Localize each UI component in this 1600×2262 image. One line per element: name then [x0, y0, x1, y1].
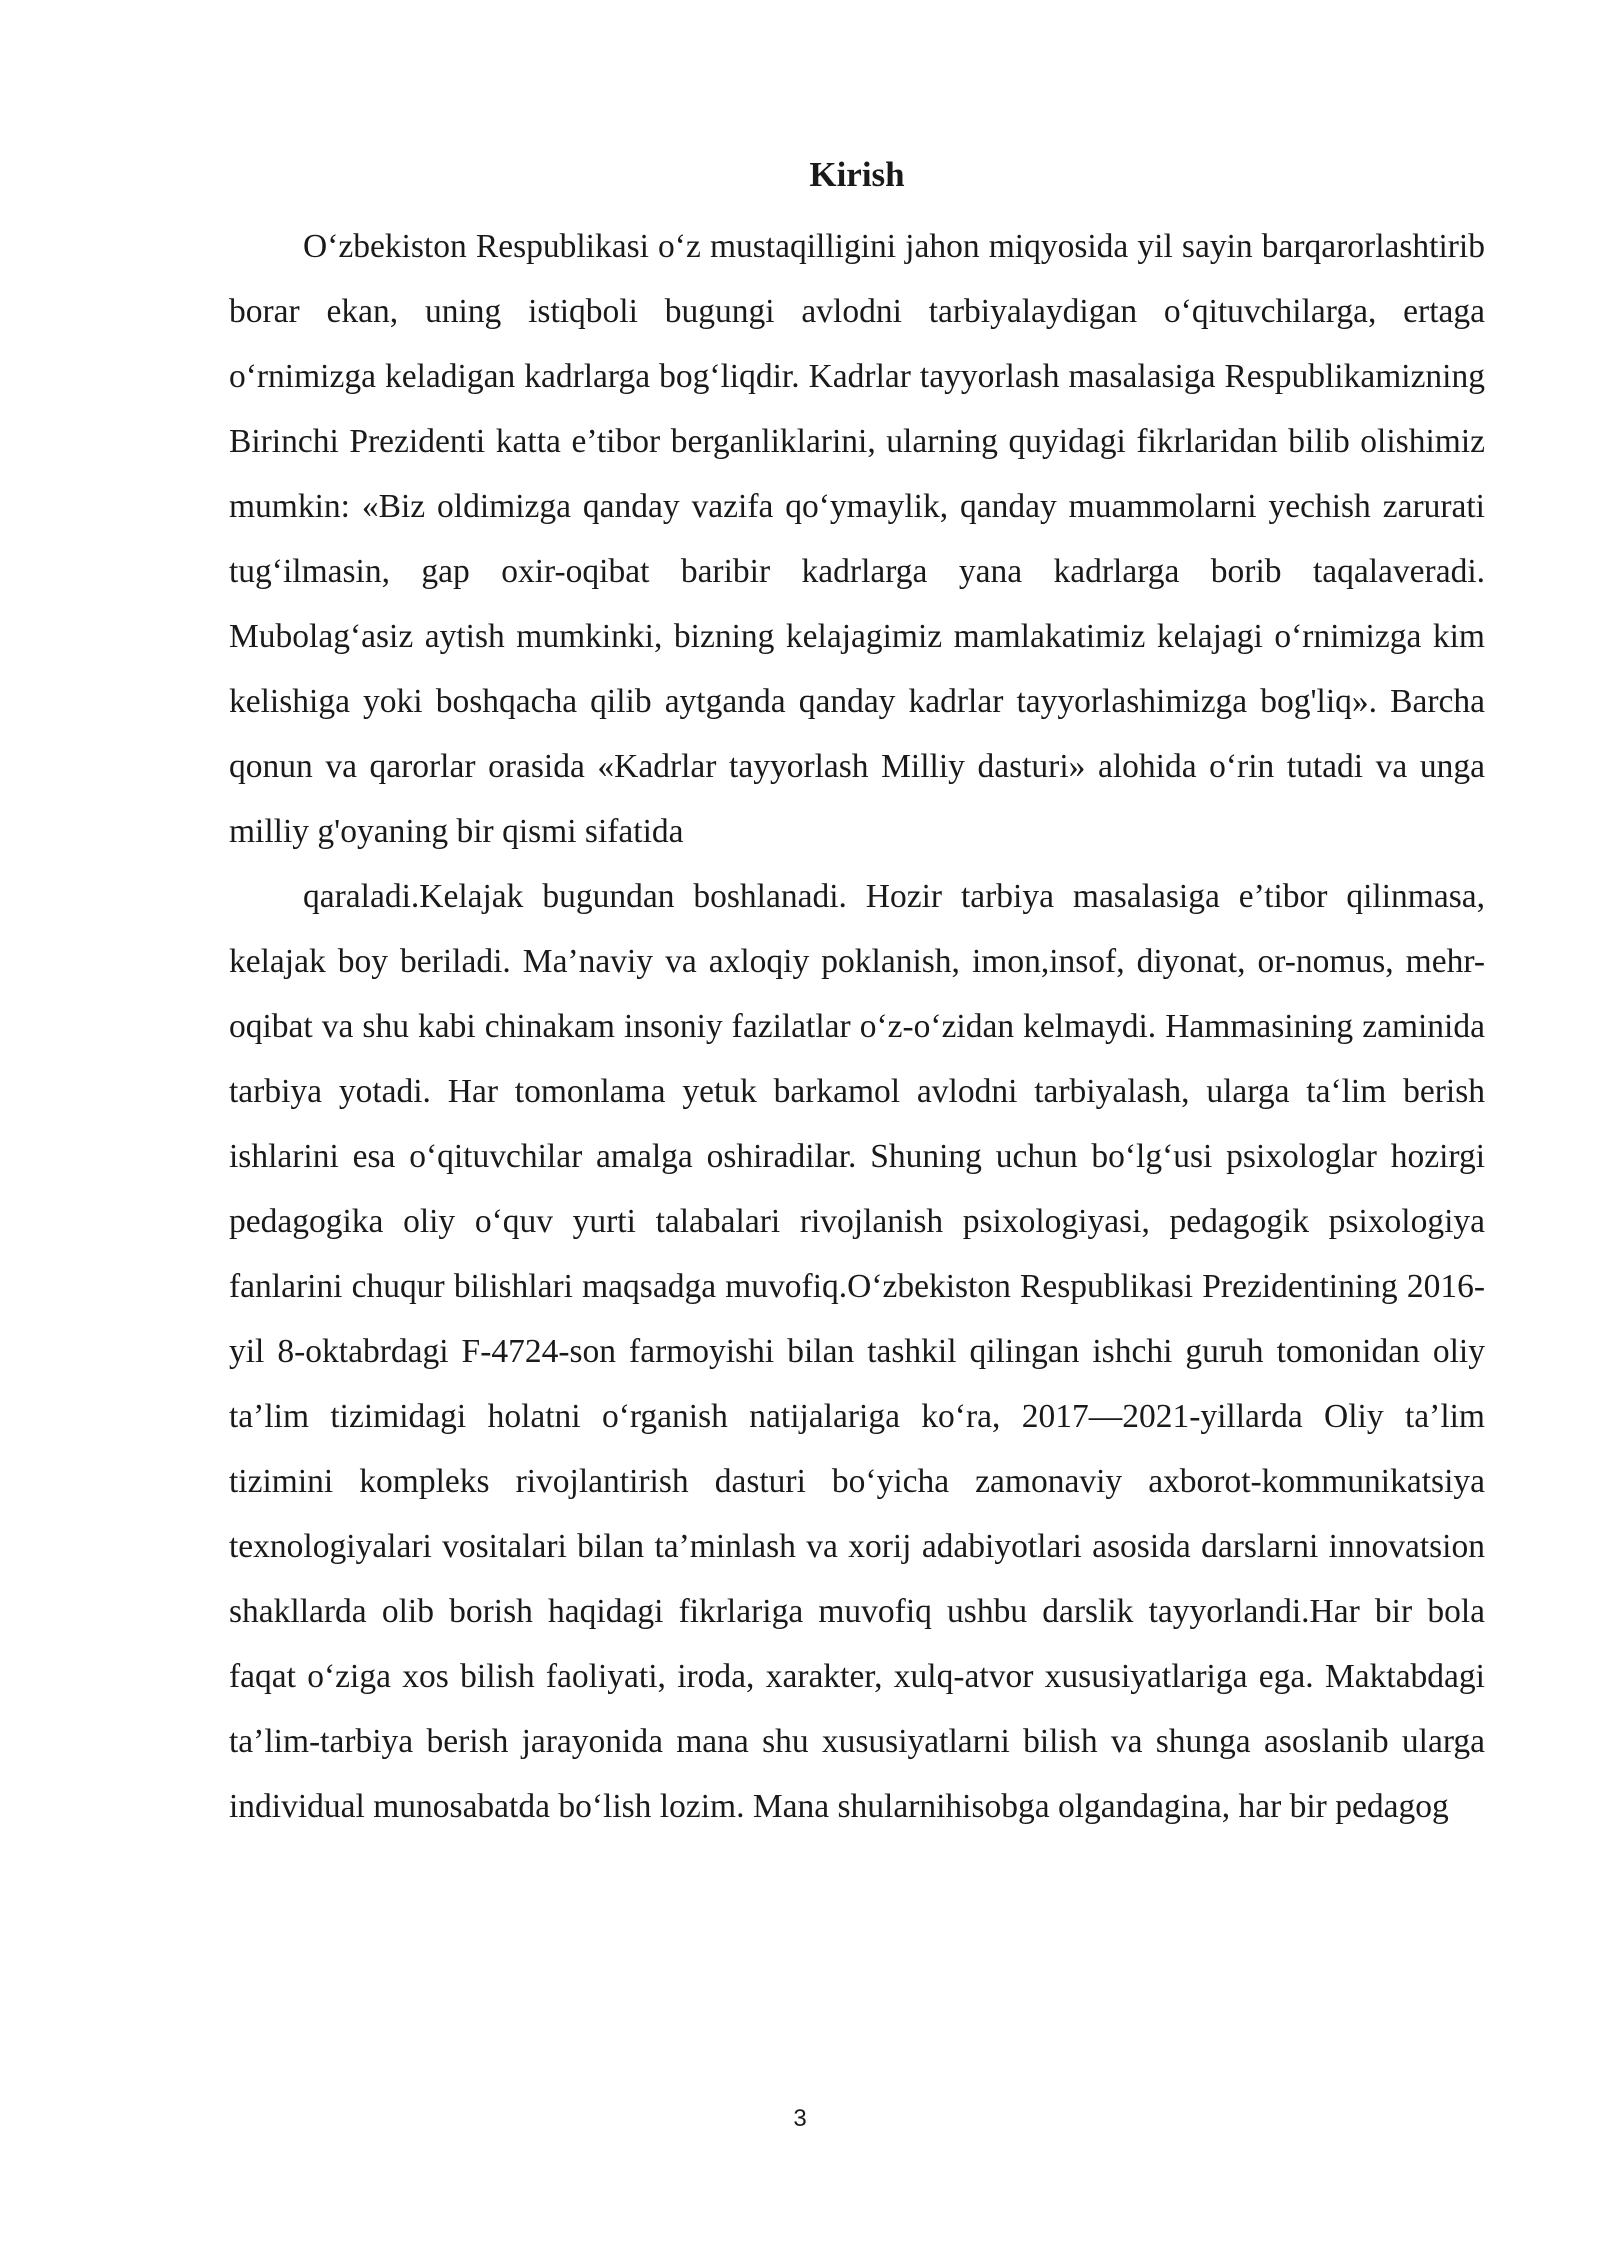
- section-title: Kirish: [809, 155, 905, 194]
- paragraph: O‘zbekiston Respublikasi o‘z mustaqilligini jahon miqyosida yil sayin barqarorlashtirib borar ekan, uning istiqboli bugungi avlodni tarbiyalaydigan o‘qituvchilarga, ertaga o‘rnimizga keladigan kadrlarga bog‘liqdir. Kadrlar tayyorlash masalasiga Respublikamizning Birinchi Prezidenti katta e’tibor berganliklarini, ularning quyidagi fikrlaridan bilib olishimiz mumkin: «Biz oldimizga qanday vazifa qo‘ymaylik, qanday muammolarni yechish zarurati tug‘ilmasin, gap oxir-oqibat baribir kadrlarga yana kadrlarga borib taqalaveradi. Mubolag‘asiz aytish mumkinki, bizning kelajagimiz mamlakatimiz kelajagi o‘rnimizga kim kelishiga yoki boshqacha qilib aytganda qanday kadrlar tayyorlashimizga bog'liq». Barcha qonun va qarorlar orasida «Kadrlar tayyorlash Milliy dasturi» alohida o‘rin tutadi va unga milliy g'oyaning bir qismi sifatida: [229, 228, 1485, 850]
- page-content: [229, 150, 1485, 1839]
- paragraph: qaraladi.Kelajak bugundan boshlanadi. Hozir tarbiya masalasiga e’tibor qilinmasa, kelajak boy beriladi. Ma’naviy va axloqiy poklanish, imon,insof, diyonat, or-nomus, mehr-oqibat va shu kabi chinakam insoniy fazilatlar o‘z-o‘zidan kelmaydi. Hammasining zaminida tarbiya yotadi. Har tomonlama yetuk barkamol avlodni tarbiyalash, ularga ta‘lim berish ishlarini esa o‘qituvchilar amalga oshiradilar. Shuning uchun bo‘lg‘usi psixologlar hozirgi pedagogika oliy o‘quv yurti talabalari rivojlanish psixologiyasi, pedagogik psixologiya fanlarini chuqur bilishlari maqsadga muvofiq.O‘zbekiston Respublikasi Prezidentining 2016-yil 8-oktabrdagi F-4724-son farmoyishi bilan tashkil qilingan ishchi guruh tomonidan oliy ta’lim tizimidagi holatni o‘rganish natijalariga ko‘ra, 2017—2021-yillarda Oliy ta’lim tizimini kompleks rivojlantirish dasturi bo‘yicha zamonaviy axborot-kommunikatsiya texnologiyalari vositalari bilan ta’minlash va xorij adabiyotlari asosida darslarni innovatsion shakllarda olib borish haqidagi fikrlariga muvofiq ushbu darslik tayyorlandi.Har bir bola faqat o‘ziga xos bilish faoliyati, iroda, xarakter, xulq-atvor xususiyatlariga ega. Maktabdagi ta’lim-tarbiya berish jarayonida mana shu xususiyatlarni bilish va shunga asoslanib ularga individual munosabatda bo‘lish lozim. Mana shularnihisobga olgandagina, har bir pedagog: [229, 878, 1485, 1825]
- page-number: 3: [793, 2105, 807, 2132]
